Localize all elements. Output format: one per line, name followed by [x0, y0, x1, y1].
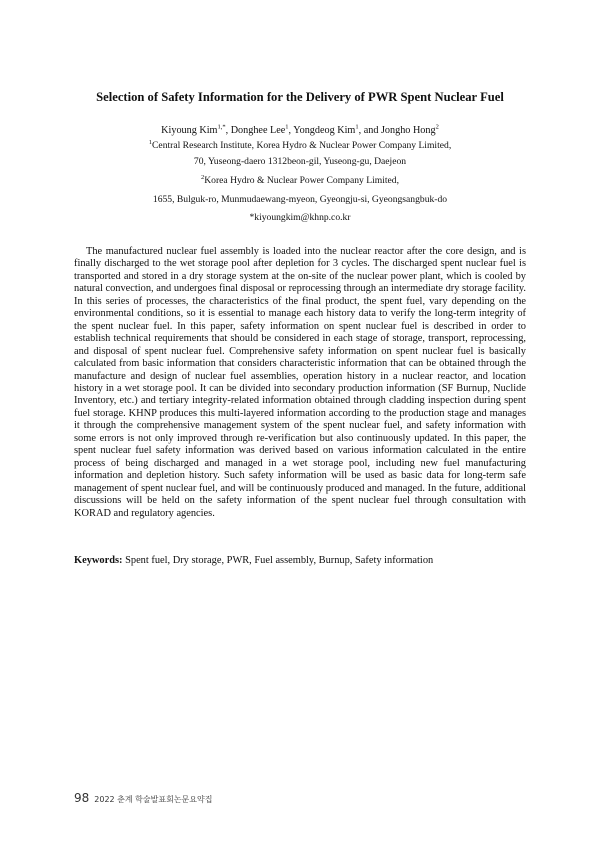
keywords [74, 554, 526, 567]
abstract-text: The manufactured nuclear fuel assembly is loaded into the nuclear reactor after the core design, and is finally discharged to the wet storage pool after depletion for 3 cycles. The discharged spent nuclear fuel is transported and stored in a dry storage system at the on-site of the nuclear power plant, which is cooled by natural convection, and undergoes final disposal or reprocessing through an intermediate dry storage facility. In this series of processes, the characteristics of the final product, the spent fuel, vary depending on the environmental conditions, so it is essential to manage each history data to verify the long-term integrity of the spent nuclear fuel. In this paper, safety information on spent nuclear fuel is described in order to establish technical requirements that should be considered in each stage of storage, transport, reprocessing, and disposal of spent nuclear fuel. Comprehensive safety information on spent nuclear fuel is basically calculated from basic information that considers characteristic information that can be obtained through the manufacture and design of nuclear fuel assemblies, operation history in a nuclear reactor, and location history in a wet storage pool. It can be divided into secondary production information (SF Burnup, Nuclide Inventory, etc.) and tertiary integrity-related information obtained through cladding inspection during spent fuel storage. KHNP produces this multi-layered information according to the production stage and manages it through the comprehensive management system of the spent nuclear fuel, and safety information with some errors is not only improved through re-verification but also continuously updated. In this paper, the spent nuclear fuel safety information was derived based on various information calculated in the entire process of being discharged and managed in a wet storage pool, including new fuel manufacturing information and depletion history. Such safety information will be used as basic data for long-term safe management of spent nuclear fuel, and will be continuously produced and managed. In the future, additional discussions will be held on the safety information of the spent nuclear fuel through consultation with KORAD and regulatory agencies. [74, 246, 526, 519]
affiliation-superscript: 1 [148, 138, 153, 146]
affiliation-text: Korea Hydro & Nuclear Power Company Limited, [204, 175, 399, 186]
author-separator: , [225, 125, 231, 136]
proceedings-title: 2022 춘계 학술발표회논문요약집 [94, 795, 213, 804]
author-name: Kiyoung Kim [161, 125, 218, 136]
author-separator: , and [358, 125, 381, 136]
affiliation-superscript: 2 [200, 173, 205, 181]
author-superscript: 2 [435, 123, 439, 131]
author-name: Yongdeog Kim [293, 125, 356, 136]
affiliation-1-line-1 [60, 139, 540, 152]
affiliation-2-line-1 [60, 174, 540, 187]
author-list [60, 124, 540, 138]
author-superscript: 1 [285, 123, 289, 131]
paper-title: Selection of Safety Information for the Delivery of PWR Spent Nuclear Fuel [96, 90, 504, 104]
keywords-list: Spent fuel, Dry storage, PWR, Fuel assembly, Burnup, Safety information [125, 555, 434, 566]
page-footer [74, 791, 212, 805]
page-number: 98 [74, 791, 90, 805]
affiliation-1-line-2: 70, Yuseong-daero 1312beon-gil, Yuseong-gu, Daejeon [193, 156, 407, 167]
author-superscript: 1,* [217, 123, 226, 131]
affiliation-text: Central Research Institute, Korea Hydro & Nuclear Power Company Limited, [152, 140, 452, 151]
keywords-label: Keywords: [74, 555, 123, 566]
author-superscript: 1 [355, 123, 359, 131]
author-name: Jongho Hong [380, 125, 436, 136]
affiliation-2-line-2: 1655, Bulguk-ro, Munmudaewang-myeon, Gyeongju-si, Gyeongsangbuk-do [152, 194, 448, 205]
corresponding-email: *kiyoungkim@khnp.co.kr [249, 212, 351, 223]
author-name: Donghee Lee [230, 125, 286, 136]
author-separator: , [288, 125, 294, 136]
